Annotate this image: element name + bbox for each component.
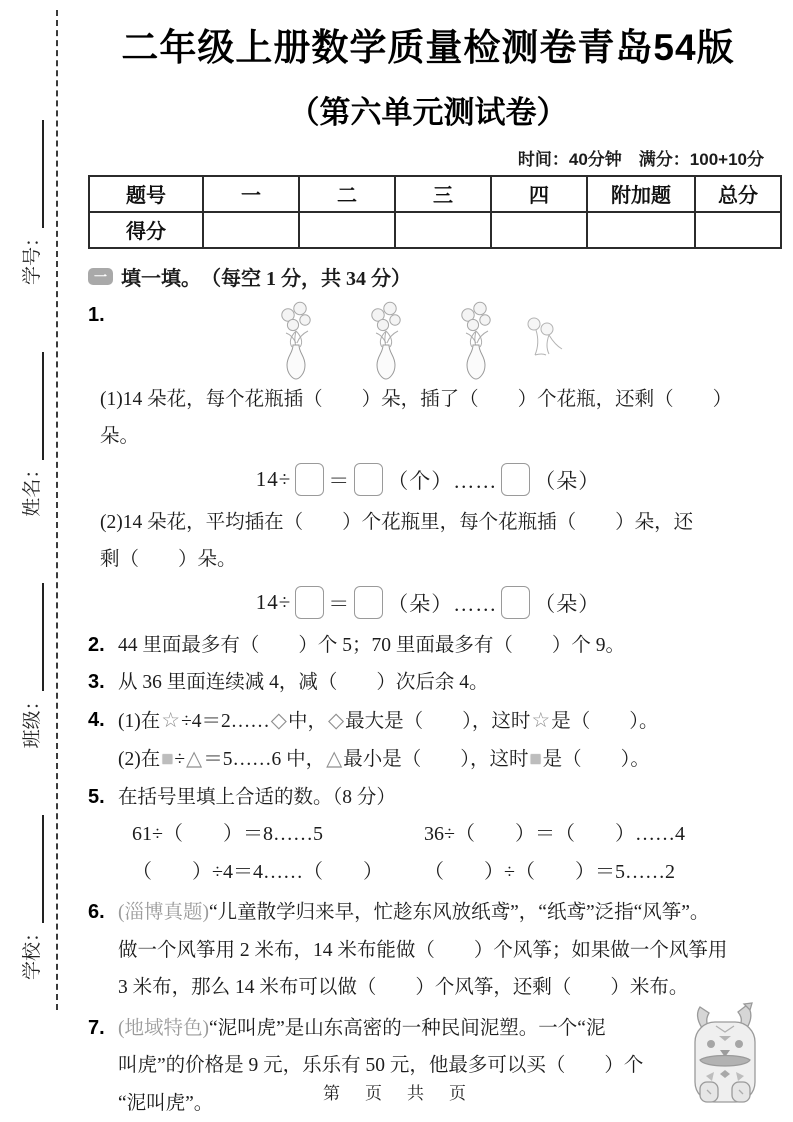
name-label: 姓名：: [21, 459, 43, 517]
question-2-number: 2.: [88, 633, 105, 656]
square-shape: ■: [161, 748, 174, 771]
dashed-cut-line: [56, 10, 58, 1010]
question-1-part2-text-line1: (2)14 朵花，平均插在（ ）个花瓶里，每个花瓶插（ ）朵，还: [100, 511, 694, 533]
star-shape: ☆: [161, 707, 181, 732]
question-5-number: 5.: [88, 785, 105, 808]
score-table-score-row: [89, 212, 781, 248]
diamond-shape: ◇: [327, 707, 345, 732]
question-1: [88, 297, 768, 381]
score-header-cell: 三: [395, 176, 491, 212]
student-id-field: [17, 120, 44, 285]
name-blank-line[interactable]: [20, 352, 44, 460]
fill-equation: （ ）÷4＝4……（ ）: [132, 860, 383, 883]
score-input-cell[interactable]: [587, 212, 695, 248]
question-7-number: 7.: [88, 1016, 105, 1039]
text-segment: 是（ ）。: [551, 710, 659, 732]
equation-lhs: 14÷: [255, 467, 292, 492]
paper-subtitle: （第六单元测试卷）: [288, 95, 568, 131]
main-content: [88, 0, 768, 1122]
school-field: [17, 815, 44, 980]
score-input-cell[interactable]: [395, 212, 491, 248]
question-5-equations: [118, 816, 768, 891]
diamond-shape: ◇: [270, 707, 287, 732]
question-4-line2: [118, 746, 650, 771]
school-blank-line[interactable]: [20, 815, 44, 923]
equation-unit: （朵）……: [387, 591, 498, 616]
class-field: [17, 583, 44, 748]
equation-unit: （个）……: [387, 468, 498, 493]
score-table: [88, 175, 782, 249]
question-3: [88, 664, 768, 702]
question-1-number: 1.: [88, 303, 105, 326]
text-segment: 最大是（ ），这时: [345, 710, 531, 732]
class-label: 班级：: [21, 691, 43, 749]
text-segment: ÷4＝2……: [181, 710, 270, 732]
text-segment: ÷: [174, 749, 186, 771]
triangle-shape: △: [186, 746, 203, 771]
question-6: [88, 894, 768, 1007]
question-2-text: 44 里面最多有（ ）个 5；70 里面最多有（ ）个 9。: [118, 634, 626, 656]
question-4-number: 4.: [88, 708, 105, 731]
answer-box[interactable]: [501, 586, 530, 619]
paper-title: 二年级上册数学质量检测卷青岛54版: [121, 27, 735, 68]
question-1-part2-text-line2: 剩（ ）朵。: [100, 549, 237, 571]
question-3-number: 3.: [88, 671, 105, 694]
score-row-label: 得分: [89, 212, 203, 248]
question-6-line1: [118, 902, 709, 923]
equals-sign: ＝: [328, 591, 351, 616]
text-segment: (1)在: [118, 710, 161, 732]
score-header-cell: 二: [299, 176, 395, 212]
question-source-tag: (淄博真题): [118, 902, 209, 924]
text-segment: 是（ ）。: [542, 749, 650, 771]
question-6-line2: 做一个风筝用 2 米布，14 米布能做（ ）个风筝；如果做一个风筝用: [118, 939, 728, 961]
section-one-points-note: （每空 1 分，共 34 分）: [201, 267, 411, 290]
question-6-text: “儿童散学归来早，忙趁东风放纸鸢”，“纸鸢”泛指“风筝”。: [209, 902, 710, 924]
answer-box[interactable]: [354, 463, 383, 496]
question-1-part1-text: (1)14 朵花，每个花瓶插（ ）朵，插了（ ）个花瓶，还剩（ ）朵。: [100, 388, 733, 448]
question-7: [88, 1010, 768, 1122]
question-5: [88, 779, 768, 892]
equals-sign: ＝: [328, 468, 351, 493]
question-4-line1: [118, 707, 659, 732]
question-6-number: 6.: [88, 901, 105, 924]
answer-box[interactable]: [501, 463, 530, 496]
score-header-cell: 附加题: [587, 176, 695, 212]
question-5-title: 在括号里填上合适的数。（8 分）: [118, 786, 396, 808]
answer-box[interactable]: [295, 586, 324, 619]
square-shape: ■: [529, 748, 542, 771]
flower-vases-image: [268, 299, 574, 381]
section-one-title: 填一填。: [121, 267, 201, 290]
text-segment: ＝5……6 中，: [203, 749, 326, 771]
student-id-label: 学号：: [21, 228, 43, 286]
section-one-heading: [88, 262, 768, 291]
score-header-cell: 题号: [89, 176, 203, 212]
class-blank-line[interactable]: [20, 583, 44, 691]
text-segment: (2)在: [118, 749, 161, 771]
school-label: 学校：: [21, 922, 43, 980]
answer-box[interactable]: [354, 586, 383, 619]
question-4: [88, 702, 768, 779]
question-2: [88, 627, 768, 665]
equation-unit: （朵）: [534, 591, 601, 616]
question-7-line2: 叫虎”的价格是 9 元，乐乐有 50 元，他最多可以买（ ）个: [118, 1055, 644, 1077]
question-7-text: “泥叫虎”是山东高密的一种民间泥塑。一个“泥: [209, 1017, 606, 1039]
question-feature-tag: (地域特色): [118, 1017, 209, 1039]
text-segment: 中，: [287, 710, 327, 732]
question-1-equation-2: [88, 579, 768, 627]
question-1-equation-1: [88, 456, 768, 504]
score-input-cell[interactable]: [299, 212, 395, 248]
fill-equation: 61÷（ ）＝8……5: [132, 823, 323, 846]
student-id-blank-line[interactable]: [20, 120, 44, 228]
equation-lhs: 14÷: [255, 590, 292, 615]
score-header-cell: 总分: [695, 176, 781, 212]
fill-equation: 36÷（ ）＝（ ）……4: [424, 823, 685, 846]
triangle-shape: △: [326, 746, 343, 771]
star-shape: ☆: [531, 707, 551, 732]
fill-equation: （ ）÷（ ）＝5……2: [424, 860, 675, 883]
page-footer: 第 页 共 页: [323, 1084, 470, 1103]
question-6-line3: 3 米布，那么 14 米布可以做（ ）个风筝，还剩（ ）米布。: [118, 977, 689, 999]
score-header-cell: 一: [203, 176, 299, 212]
question-3-text: 从 36 里面连续减 4，减（ ）次后余 4。: [118, 672, 489, 694]
name-field: [17, 352, 44, 517]
question-7-line3: “泥叫虎”。: [118, 1092, 214, 1114]
time-score-note: 时间：40分钟 满分：100+10分: [517, 149, 764, 169]
score-input-cell[interactable]: [695, 212, 781, 248]
score-input-cell[interactable]: [203, 212, 299, 248]
score-header-cell: 四: [491, 176, 587, 212]
text-segment: 最小是（ ），这时: [343, 749, 529, 771]
student-info-sidebar: [12, 50, 48, 1040]
answer-box[interactable]: [295, 463, 324, 496]
question-7-line1: [118, 1018, 605, 1039]
score-table-header-row: [89, 176, 781, 212]
section-one-badge: 一: [88, 268, 113, 285]
equation-unit: （朵）: [534, 468, 601, 493]
score-input-cell[interactable]: [491, 212, 587, 248]
